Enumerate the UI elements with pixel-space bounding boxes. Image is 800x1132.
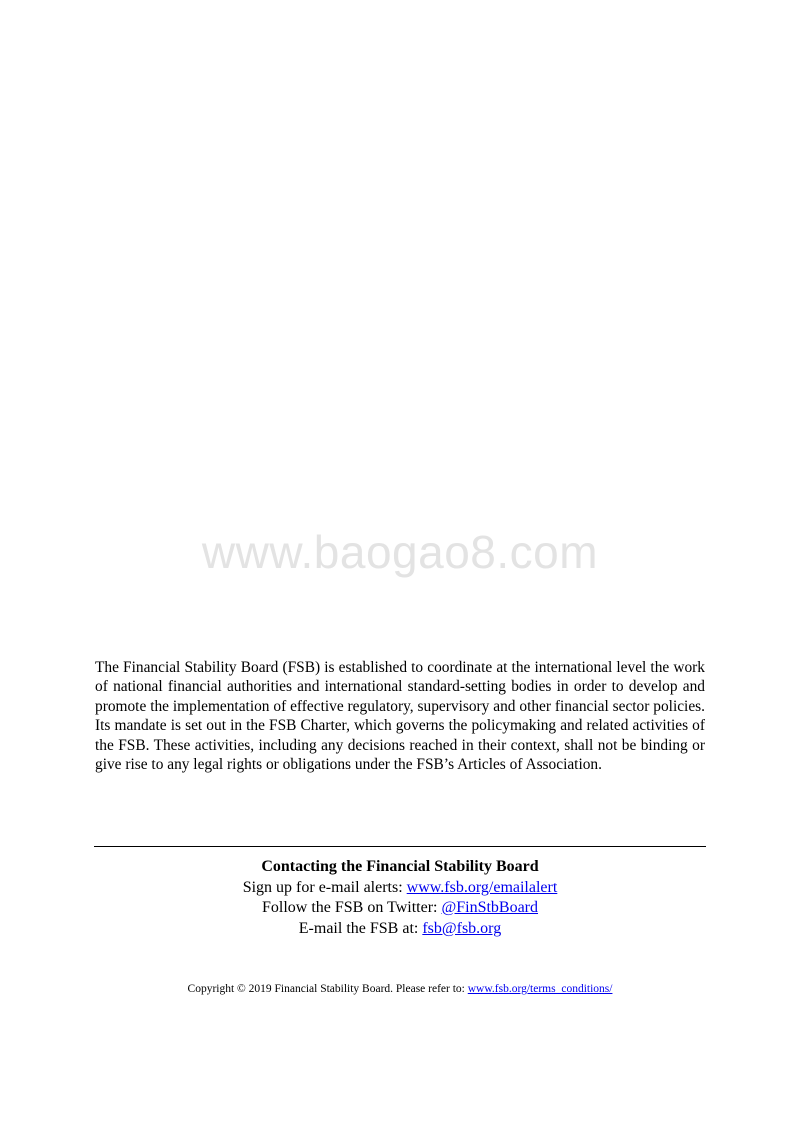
email-alerts-line (94, 878, 706, 899)
twitter-link[interactable]: @FinStbBoard (441, 899, 539, 916)
twitter-line (94, 898, 706, 919)
contact-heading: Contacting the Financial Stability Board (261, 858, 539, 875)
email-link[interactable]: fsb@fsb.org (422, 919, 502, 937)
section-divider (94, 846, 706, 847)
copyright-notice (0, 982, 800, 996)
terms-conditions-link[interactable]: www.fsb.org/terms_conditions/ (467, 983, 613, 995)
contact-block (94, 857, 706, 939)
email-line (94, 919, 706, 940)
email-label: E-mail the FSB at: (298, 919, 423, 937)
watermark: www.baogao8.com (201, 526, 599, 578)
email-alerts-label: Sign up for e-mail alerts: (242, 878, 407, 896)
fsb-description-paragraph: The Financial Stability Board (FSB) is established to coordinate at the international level the work of national financial authorities and international standard-setting bodies in order to develop and promote the implementation of effective regulatory, supervisory and other financial sector policies. Its mandate is set out in the FSB Charter, which governs the policymaking and related activities of the FSB. These activities, including any decisions reached in their context, shall not be binding or give rise to any legal rights or obligations under the FSB’s Articles of Association. (95, 659, 705, 774)
copyright-text: Copyright © 2019 Financial Stability Board. Please refer to: (187, 983, 468, 995)
email-alerts-link[interactable]: www.fsb.org/emailalert (406, 878, 558, 896)
twitter-label: Follow the FSB on Twitter: (261, 899, 442, 916)
